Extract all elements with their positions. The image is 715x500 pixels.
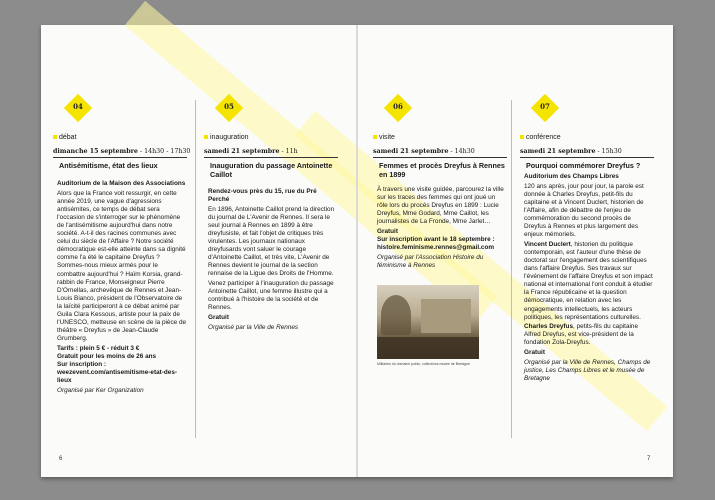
inscription-label: Sur inscription : — [57, 361, 106, 369]
column-divider — [195, 100, 196, 438]
event-organizer: Organisé par l'Association Histoire du féminisme à Rennes — [377, 253, 484, 269]
event-date-line: samedi 21 septembre - 15h30 — [520, 148, 622, 155]
event-description: En 1896, Antoinette Caillot prend la direction du journal de L'Avenir de Rennes. Il sera le seul journal à Rennes en 1899 à être dreyfusiste, et fait l'objet de critiques très virulentes. Les journaux nationaux dreyfusards vont saluer le courage d'Antoinette Caillot, et très vite, L'Avenir de Rennes devient le journal de la section rennaise de la Ligue des Droits de l'Homme. — [208, 205, 335, 278]
event-category: inauguration — [204, 134, 249, 141]
event-body — [524, 173, 654, 384]
event-number: 07 — [540, 102, 550, 111]
event-organizer: Organisé par la Ville de Rennes, Champs de justice, Les Champs Libres et le musée de Bretagne — [524, 358, 651, 382]
inscription-link[interactable]: weezevent.com/antisemitisme-etat-des-lieux — [57, 369, 178, 385]
event-free-note: Gratuit pour les moins de 26 ans — [57, 352, 157, 360]
event-category: conférence — [520, 134, 561, 141]
photo-caption: Militaires du domaine public, collections musée de Bretagne — [377, 362, 470, 366]
event-free: Gratuit — [377, 227, 398, 235]
event-body — [208, 188, 338, 333]
page-number-right: 7 — [647, 456, 651, 462]
divider — [373, 157, 507, 158]
event-body — [57, 180, 187, 396]
event-title: Antisémitisme, état des lieux — [59, 161, 158, 170]
page-number-left: 6 — [59, 456, 63, 462]
bullet-icon — [520, 135, 524, 139]
event-venue: Auditorium des Champs Libres — [524, 173, 619, 180]
event-title: Pourquoi commémorer Dreyfus ? — [526, 161, 641, 170]
event-description: 120 ans après, jour pour jour, la parole est donnée à Charles Dreyfus, petit-fils du capitaine et à Vincent Duclert, historien de l'Affaire, afin de débattre de l'enjeu de commémoration du second procès de Dreyfus à Rennes et plus largement des enjeux mémoriels. — [524, 182, 644, 239]
event-date-line: dimanche 15 septembre - 14h30 - 17h30 — [53, 148, 191, 155]
historical-photo — [377, 285, 479, 359]
event-category: débat — [53, 134, 77, 141]
inscription-email[interactable]: histoire.feminisme.rennes@gmail.com — [377, 244, 495, 252]
event-number: 05 — [224, 102, 234, 111]
event-title: Inauguration du passage Antoinette Caillot — [210, 161, 333, 179]
event-body — [377, 186, 507, 271]
event-date-line: samedi 21 septembre - 11h — [204, 148, 298, 155]
event-description: Venez participer à l'inauguration du passage Antoinette Caillot, une femme illustre qui a contribué à l'histoire de la société et de Rennes. — [208, 280, 334, 312]
event-free: Gratuit — [524, 348, 545, 356]
event-number: 06 — [393, 102, 403, 111]
speaker-bio: Charles Dreyfus, petits-fils du capitaine Alfred Dreyfus, est vice-président de la fondation Zola-Dreyfus. — [524, 323, 639, 347]
event-organizer: Organisé par Ker Organization — [57, 386, 144, 394]
divider — [53, 157, 187, 158]
event-description: À travers une visite guidée, parcourez la ville sur les traces des femmes qui ont joué un rôle lors du procès Dreyfus en 1899 : Lucie Dreyfus, Mme Godard, Mme Caillot, les journalistes de La Fronde, Mme Jarlet… — [377, 186, 504, 226]
event-free: Gratuit — [208, 313, 229, 321]
event-date-line: samedi 21 septembre - 14h30 — [373, 148, 475, 155]
event-venue: Rendez-vous près du 15, rue du Pré Perché — [208, 188, 317, 204]
event-category: visite — [373, 134, 395, 141]
page-fold — [356, 25, 358, 477]
event-title: Femmes et procès Dreyfus à Rennes en 1899 — [379, 161, 505, 179]
event-number: 04 — [73, 102, 83, 111]
divider — [204, 157, 338, 158]
bullet-icon — [373, 135, 377, 139]
bullet-icon — [53, 135, 57, 139]
brochure-spread — [41, 25, 673, 477]
event-description: Alors que la France voit ressurgir, en cette année 2019, une vague d'agressions antisémites, ce temps de débat sera l'occasion de s'interroger sur le phénomène de l'antisémitisme aujourd'hui dans notre société. A-t-il des racines communes avec celui du siècle de l'Affaire ? Notre société démocratique est-elle atteinte dans sa dignité comme l'a été le capitaine Dreyfus ? Sommes-nous mieux armés pour le combattre aujourd'hui ? Haïm Korsia, grand-rabbin de France, Monseigneur Pierre D'Ornellas, archevêque de Rennes et Jean-Louis Bianco, président de l'Observatoire de la laïcité participeront à ce débat animé par Guila Clara Kessous, artiste pour la paix de l'UNESCO, metteuse en scène de la pièce de théâtre « Dreyfus » de Jean-Claude Grumberg. — [57, 189, 187, 343]
event-price: Tarifs : plein 5 € - réduit 3 € — [57, 344, 140, 352]
event-venue: Auditorium de la Maison des Associations — [57, 180, 186, 187]
event-organizer: Organisé par la Ville de Rennes — [208, 323, 299, 331]
bullet-icon — [204, 135, 208, 139]
inscription-label: Sur inscription avant le 18 septembre : — [377, 236, 495, 244]
speaker-bio: Vincent Duclert, historien du politique contemporain, est l'auteur d'une thèse de doctorat sur l'engagement des scientifiques dans l'affaire Dreyfus. Ses travaux sur l'événement de l'affaire Dreyfus et son impact national et international l'ont conduit à étudier la France républicaine et la question démocratique, en relation avec les engagements intellectuels, les acteurs politiques, les représentations culturelles. — [524, 240, 653, 321]
column-divider — [511, 100, 512, 438]
divider — [520, 157, 654, 158]
